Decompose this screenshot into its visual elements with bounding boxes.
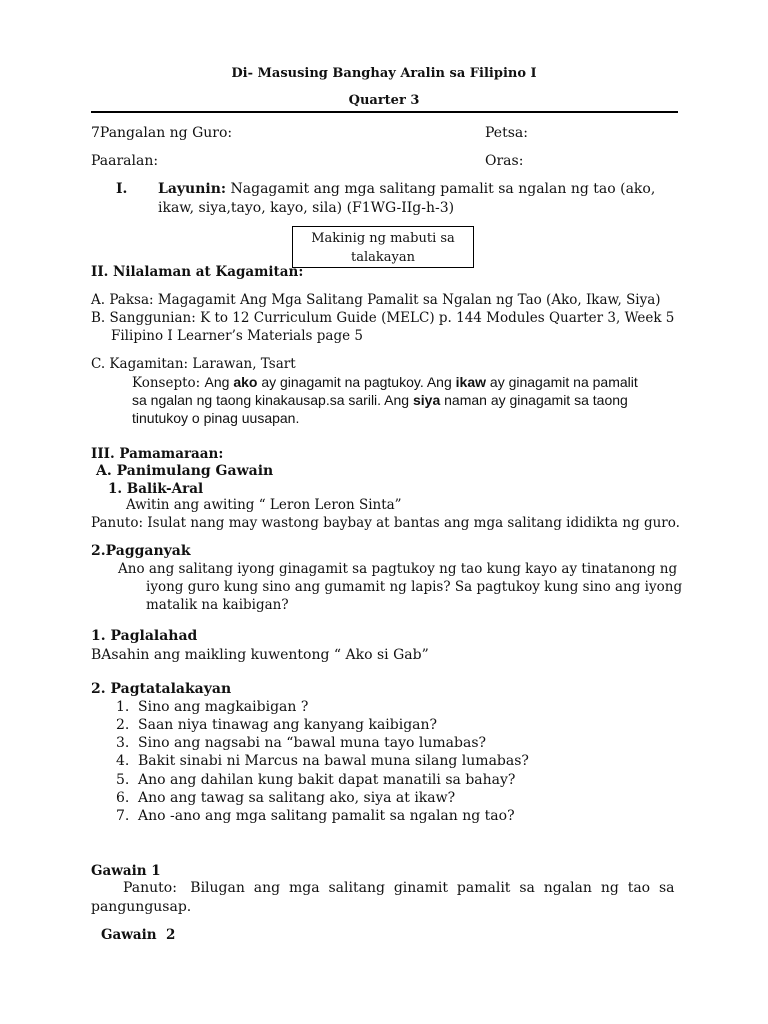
time-label: Oras: [485,153,524,169]
concept-text-d: sa ngalan ng taong kinakausap.sa sarili. Ang [132,392,413,408]
concept-line-2 [132,392,628,408]
list-item-text: Sino ang magkaibigan ? [138,699,309,715]
content-heading: II. Nilalaman at Kagamitan: [91,264,304,280]
list-item-text: Saan niya tinawag ang kanyang kaibigan? [138,717,438,733]
list-item-text: Ano ang dahilan kung bakit dapat manatili sa bahay? [138,772,516,788]
teacher-name-label: 7Pangalan ng Guro: [91,125,233,141]
concept-text-c: ay ginagamit na pamalit [486,374,638,390]
school-label: Paaralan: [91,153,159,169]
motivation-line-2: iyong guro kung sino ang gumamit ng lapis? Sa pagtukoy kung sino ang iyong [146,579,683,595]
document-title: Di- Masusing Banghay Aralin sa Filipino I [231,66,537,81]
procedure-heading: III. Pamamaraan: [91,446,224,462]
topic-line: A. Paksa: Magagamit Ang Mga Salitang Pamalit sa Ngalan ng Tao (Ako, Ikaw, Siya) [91,292,661,308]
activity-1-heading: Gawain 1 [91,863,161,879]
list-item-number: 1. [116,699,130,715]
list-item-number: 7. [116,808,130,824]
concept-keyword-ako: ako [233,374,258,390]
motivation-line-3: matalik na kaibigan? [146,597,289,613]
activity-1-instruction: Panuto: Bilugan ang mga salitang ginamit pamalit sa ngalan ng tao sa [123,880,675,896]
list-item [116,753,529,769]
list-item-text: Bakit sinabi ni Marcus na bawal muna silang lumabas? [138,753,529,769]
concept-line-1 [132,374,638,391]
presentation-heading: 1. Paglalahad [91,628,198,644]
presentation-text: BAsahin ang maikling kuwentong “ Ako si Gab” [91,647,429,663]
materials-line: C. Kagamitan: Larawan, Tsart [91,356,296,372]
concept-keyword-ikaw: ikaw [455,374,487,390]
list-item [116,717,437,733]
reminder-line-2: talakayan [351,250,415,265]
list-item-number: 6. [116,790,130,806]
list-item-number: 2. [116,717,130,733]
concept-label: Konsepto: [132,375,205,391]
objective-line-1 [158,181,655,197]
reminder-line-1: Makinig ng mabuti sa [311,231,455,246]
objective-numeral: I. [116,181,128,197]
activity-1-instruction-2: pangungusap. [91,899,192,915]
concept-text-b: ay ginagamit na pagtukoy. Ang [257,374,456,390]
concept-text-a: Ang [204,374,234,390]
discussion-heading: 2. Pagtatalakayan [91,681,232,697]
list-item-number: 4. [116,753,130,769]
concept-line-3: tinutukoy o pinag uusapan. [132,410,300,426]
objective-label: Layunin: [158,181,227,197]
list-item [116,699,308,715]
review-heading: 1. Balik-Aral [108,481,204,497]
list-item-number: 5. [116,772,130,788]
header-divider [91,111,678,113]
list-item-number: 3. [116,735,130,751]
list-item-text: Sino ang nagsabi na “bawal muna tayo lumabas? [138,735,487,751]
objective-text-1: Nagagamit ang mga salitang pamalit sa ngalan ng tao (ako, [226,181,656,197]
objective-text-2: ikaw, siya,tayo, kayo, sila) (F1WG-IIg-h-3) [158,200,455,216]
list-item-text: Ano -ano ang mga salitang pamalit sa ngalan ng tao? [138,808,515,824]
dictation-instruction: Panuto: Isulat nang may wastong baybay at bantas ang mga salitang ididikta ng guro. [91,515,680,531]
concept-text-e: naman ay ginagamit sa taong [440,392,628,408]
list-item-text: Ano ang tawag sa salitang ako, siya at ikaw? [138,790,456,806]
motivation-heading: 2.Pagganyak [91,543,191,559]
list-item [116,735,486,751]
list-item [116,808,515,824]
reference-line-1: B. Sanggunian: K to 12 Curriculum Guide (MELC) p. 144 Modules Quarter 3, Week 5 [91,310,675,326]
list-item [116,790,455,806]
date-label: Petsa: [485,125,528,141]
reference-line-2: Filipino I Learner’s Materials page 5 [111,328,363,344]
song-instruction: Awitin ang awiting “ Leron Leron Sinta” [126,497,402,513]
quarter-label: Quarter 3 [348,93,420,108]
motivation-line-1: Ano ang salitang iyong ginagamit sa pagtukoy ng tao kung kayo ay tinatanong ng [118,561,678,577]
reminder-box [292,226,474,268]
activity-2-heading: Gawain 2 [101,927,176,943]
concept-keyword-siya: siya [412,392,441,408]
list-item [116,772,515,788]
preliminary-heading: A. Panimulang Gawain [96,463,274,479]
